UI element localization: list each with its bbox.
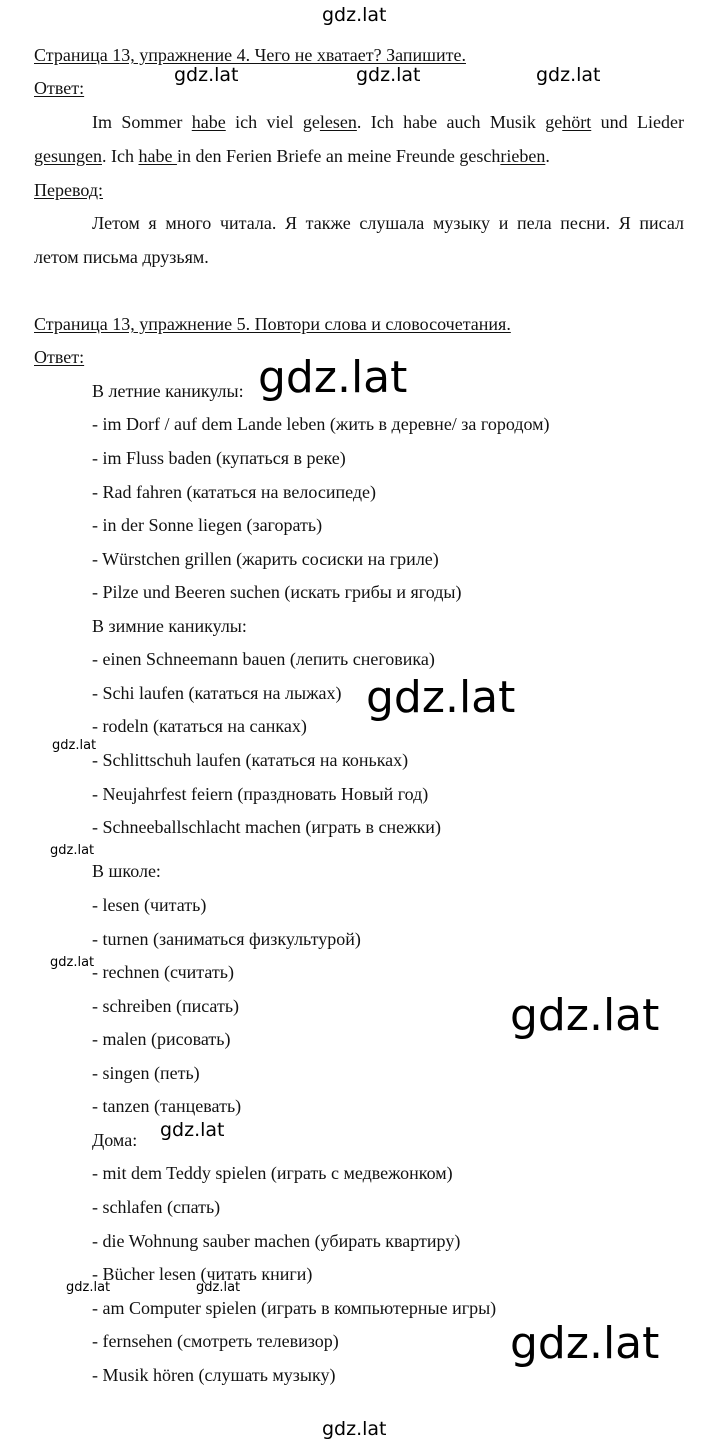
list-item: - im Fluss baden (купаться в реке) [92,448,346,468]
list-item: - turnen (заниматься физкультурой) [92,929,361,949]
watermark: gdz.lat [160,1119,225,1141]
section-heading-summer: В летние каникулы: [92,381,244,401]
answer-label: Ответ: [34,347,85,367]
list-item: - die Wohnung sauber machen (убирать квартиру) [92,1231,461,1251]
translation-line-1: Летом я много читала. Я также слушала музыку и пела песни. Я писал [92,213,684,233]
list-item: - rodeln (кататься на санках) [92,716,307,736]
answer-label: Ответ: [34,78,85,98]
filled-word: gesungen [34,146,102,166]
watermark-large: gdz.lat [258,352,408,403]
section-heading-school: В школе: [92,861,161,881]
text-segment: Im Sommer [92,112,192,132]
answer-paragraph-line-1 [92,111,684,133]
text-segment: in den Ferien Briefe an meine Freunde gesch [176,146,501,166]
watermark: gdz.lat [174,64,239,86]
list-item: - in der Sonne liegen (загорать) [92,515,323,535]
translation-label: Перевод: [34,180,103,200]
text-segment: . Ich [101,146,139,166]
list-item: - malen (рисовать) [92,1029,231,1049]
text-segment: und Lieder [591,112,684,132]
section-heading-winter: В зимние каникулы: [92,616,247,636]
exercise-4-header: Страница 13, упражнение 4. Чего не хватает? Запишите. [34,45,466,65]
list-item: - singen (петь) [92,1063,200,1083]
list-item: - Musik hören (слушать музыку) [92,1365,336,1385]
list-item: - schlafen (спать) [92,1197,221,1217]
exercise-5-header: Страница 13, упражнение 5. Повтори слова и словосочетания. [34,314,511,334]
list-item: - Schneeballschlacht machen (играть в снежки) [92,817,441,837]
watermark-large: gdz.lat [366,672,516,723]
list-item: - Würstchen grillen (жарить сосиски на гриле) [92,549,439,569]
list-item: - am Computer spielen (играть в компьютерные игры) [92,1298,497,1318]
list-item: - lesen (читать) [92,895,207,915]
filled-word: habe [138,146,177,166]
filled-word: hört [562,112,592,132]
text-segment: ich viel ge [225,112,320,132]
list-item: - Schi laufen (кататься на лыжах) [92,683,342,703]
list-item: - im Dorf / auf dem Lande leben (жить в деревне/ за городом) [92,414,550,434]
list-item: - Schlittschuh laufen (кататься на коньках) [92,750,409,770]
list-item: - fernsehen (смотреть телевизор) [92,1331,339,1351]
list-item: - Neujahrfest feiern (праздновать Новый год) [92,784,429,804]
watermark: gdz.lat [356,64,421,86]
list-item: - einen Schneemann bauen (лепить снеговика) [92,649,435,669]
watermark-large: gdz.lat [510,1318,660,1369]
list-item: - mit dem Teddy spielen (играть с медвежонком) [92,1163,453,1183]
answer-paragraph-line-2 [34,145,550,167]
watermark-top: gdz.lat [322,4,387,26]
watermark-small: gdz.lat [66,1280,111,1295]
list-item: - tanzen (танцевать) [92,1096,242,1116]
watermark-small: gdz.lat [50,955,95,970]
filled-word: lesen [319,112,357,132]
section-heading-home: Дома: [92,1130,138,1150]
filled-word: habe [191,112,226,132]
list-item: - schreiben (писать) [92,996,240,1016]
list-item: - Rad fahren (кататься на велосипеде) [92,482,376,502]
text-segment: . Ich habe auch Musik ge [356,112,563,132]
watermark: gdz.lat [536,64,601,86]
text-segment: . [545,146,550,166]
list-item: - rechnen (считать) [92,962,234,982]
watermark-small: gdz.lat [52,738,97,753]
watermark-large: gdz.lat [510,990,660,1041]
translation-line-2: летом письма друзьям. [34,247,209,267]
list-item: - Bücher lesen (читать книги) [92,1264,313,1284]
filled-word: rieben [500,146,546,166]
list-item: - Pilze und Beeren suchen (искать грибы и ягоды) [92,582,462,602]
watermark-small: gdz.lat [196,1280,241,1295]
watermark-small: gdz.lat [50,843,95,858]
watermark-bottom: gdz.lat [322,1418,387,1440]
